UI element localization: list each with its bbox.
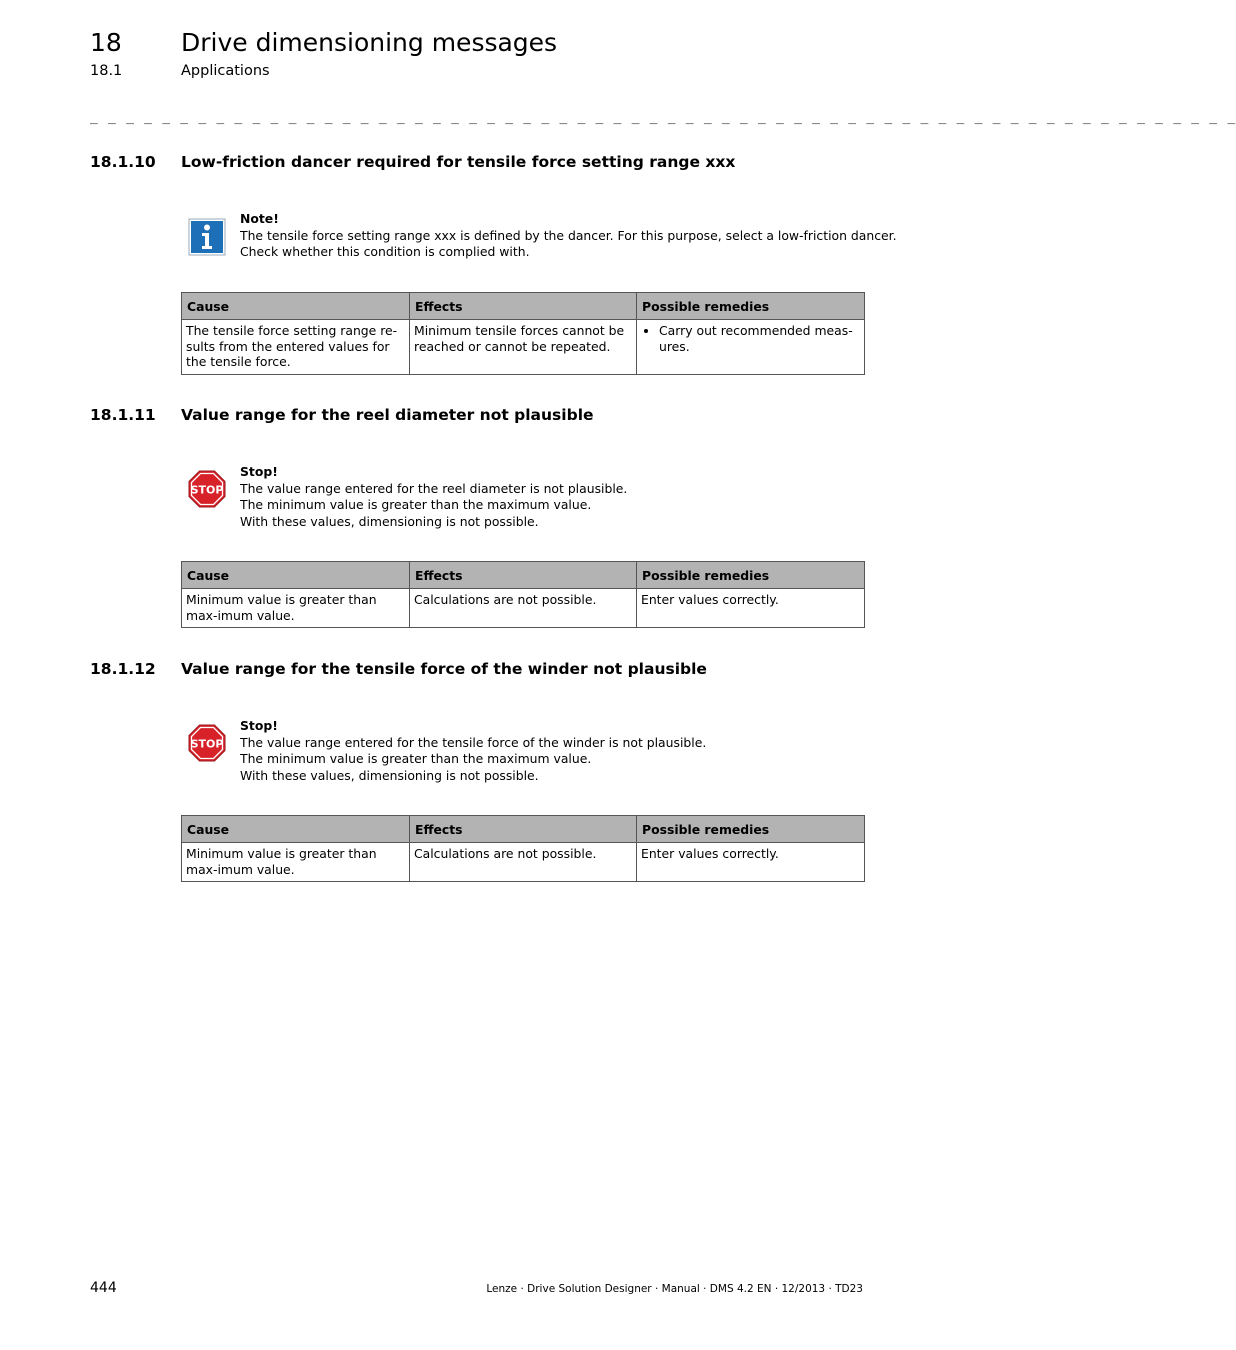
table-header-row: [182, 816, 865, 843]
section-title: Applications: [181, 63, 270, 79]
header-remedies: Possible remedies: [637, 293, 865, 320]
notice-label: Stop!: [240, 718, 278, 733]
subsection-title: Value range for the tensile force of the winder not plausible: [181, 660, 707, 678]
header-cause: Cause: [182, 816, 410, 843]
footer-doc-info: Lenze · Drive Solution Designer · Manual · DMS 4.2 EN · 12/2013 · TD23: [486, 1283, 863, 1295]
svg-text:STOP: STOP: [190, 483, 224, 497]
effects-cell: Calculations are not possible.: [410, 589, 637, 628]
remedy-item: • Carry out recommended meas-ures.: [659, 323, 860, 354]
table-header-row: [182, 293, 865, 320]
info-icon: [188, 218, 226, 256]
subsection-title: Low-friction dancer required for tensile force setting range xxx: [181, 153, 736, 171]
note-box: [240, 211, 897, 261]
stop-icon: [188, 724, 226, 762]
subsection-number: 18.1.11: [90, 406, 156, 424]
header-effects: Effects: [410, 562, 637, 589]
effects-cell: Calculations are not possible.: [410, 843, 637, 882]
header-effects: Effects: [410, 816, 637, 843]
notice-line: The value range entered for the tensile force of the winder is not plausible.: [240, 734, 707, 750]
notice-line: The tensile force setting range xxx is defined by the dancer. For this purpose, select a low-friction dancer.: [240, 227, 897, 243]
header-effects: Effects: [410, 293, 637, 320]
header-remedies: Possible remedies: [637, 816, 865, 843]
notice-line: The minimum value is greater than the maximum value.: [240, 497, 592, 513]
notice-line: With these values, dimensioning is not possible.: [240, 514, 539, 530]
header-divider: _ _ _ _ _ _ _ _ _ _ _ _ _ _ _ _ _ _ _ _ _ _ _ _ _ _ _ _ _ _ _ _ _ _ _ _ _ _ _ _ _ _ _ _ _ _ _ _ _ _ _ _ _ _ _ _ _ _ _ _ _ _ _ _: [90, 110, 1236, 125]
message-table: [181, 292, 865, 375]
cause-cell: Minimum value is greater than max-imum value.: [182, 589, 410, 628]
stop-box: [240, 718, 706, 785]
subsection-number: 18.1.10: [90, 153, 156, 171]
cause-cell: Minimum value is greater than max-imum value.: [182, 843, 410, 882]
message-table: [181, 815, 865, 882]
table-row: [182, 589, 865, 628]
notice-label: Stop!: [240, 464, 278, 479]
message-table: [181, 561, 865, 628]
notice-line: Check whether this condition is complied with.: [240, 244, 530, 260]
header-cause: Cause: [182, 293, 410, 320]
remedy-cell: Enter values correctly.: [637, 843, 865, 882]
section-number: 18.1: [90, 63, 123, 79]
header-cause: Cause: [182, 562, 410, 589]
effects-cell: Minimum tensile forces cannot be reached or cannot be repeated.: [410, 320, 637, 375]
table-row: [182, 320, 865, 375]
cause-cell: The tensile force setting range re-sults from the entered values for the tensile force.: [182, 320, 410, 375]
table-header-row: [182, 562, 865, 589]
stop-icon: [188, 470, 226, 508]
header-remedies: Possible remedies: [637, 562, 865, 589]
notice-line: The minimum value is greater than the maximum value.: [240, 751, 592, 767]
svg-text:STOP: STOP: [190, 737, 224, 751]
subsection-number: 18.1.12: [90, 660, 156, 678]
stop-box: [240, 464, 627, 531]
remedy-cell: [637, 320, 865, 375]
notice-line: With these values, dimensioning is not possible.: [240, 768, 539, 784]
notice-line: The value range entered for the reel diameter is not plausible.: [240, 480, 628, 496]
subsection-title: Value range for the reel diameter not plausible: [181, 406, 594, 424]
page-number: 444: [90, 1280, 117, 1296]
chapter-title: Drive dimensioning messages: [181, 28, 558, 57]
chapter-number: 18: [90, 28, 122, 57]
table-row: [182, 843, 865, 882]
remedy-cell: Enter values correctly.: [637, 589, 865, 628]
notice-label: Note!: [240, 211, 279, 226]
